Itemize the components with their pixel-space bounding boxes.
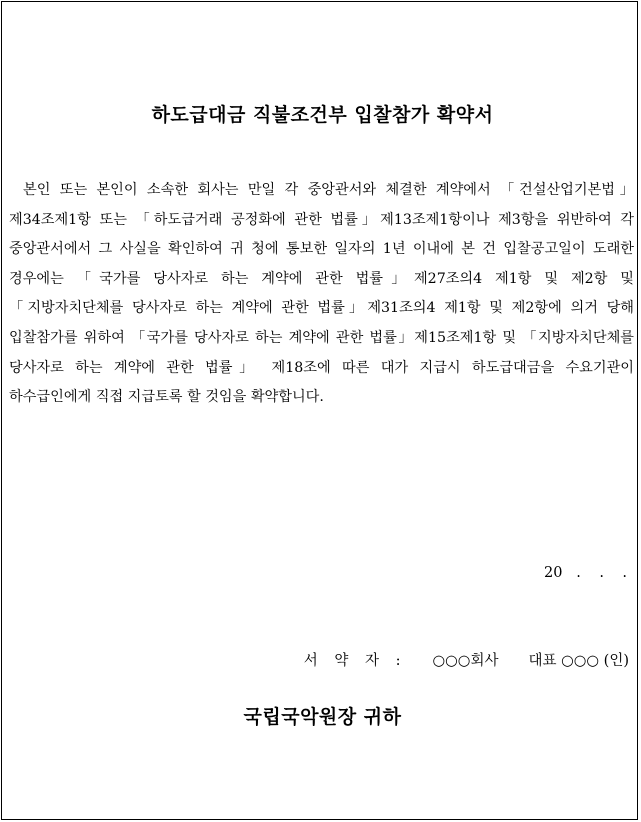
recipient: 국립국악원장 귀하	[243, 706, 402, 728]
signatory-label: 서 약 자 :	[303, 653, 407, 669]
signatory-company: ○○○회사	[432, 653, 499, 669]
date-line: 20 . . .	[544, 565, 627, 581]
document-title: 하도급대금 직불조건부 입찰참가 확약서	[151, 104, 494, 126]
document-body: 본인 또는 본인이 소속한 회사는 만일 각 중앙관서와 체결한 계약에서 「건설산업기본법」제34조제1항 또는 「하도급거래 공정화에 관한 법률」제13조제1항이나 제3항을 위반하여 각 중앙관서에서 그 사실을 확인하여 귀 청에 통보한 일자의 1년 이내에 본 건 입찰공고일이 도래한 경우에는 「국가를 당사자로 하는 계약에 관한 법률」제27조의4 제1항 및 제2항 및 「지방자치단체를 당사자로 하는 계약에 관한 법률」제31조의4 제1항 및 제2항에 의거 당해 입찰참가를 위하여 「국가를 당사자로 하는 계약에 관한 법률」제15조제1항 및 「지방자치단체를 당사자로 하는 계약에 관한 법률」 제18조에 따른 대가 지급시 하도급대금을 수요기관이 하수급인에게 직접 지급토록 할 것임을 확약합니다.	[9, 182, 634, 406]
signature-line	[285, 633, 629, 686]
signatory-representative: 대표 ○○○ (인)	[528, 653, 629, 669]
document-frame	[1, 1, 638, 820]
